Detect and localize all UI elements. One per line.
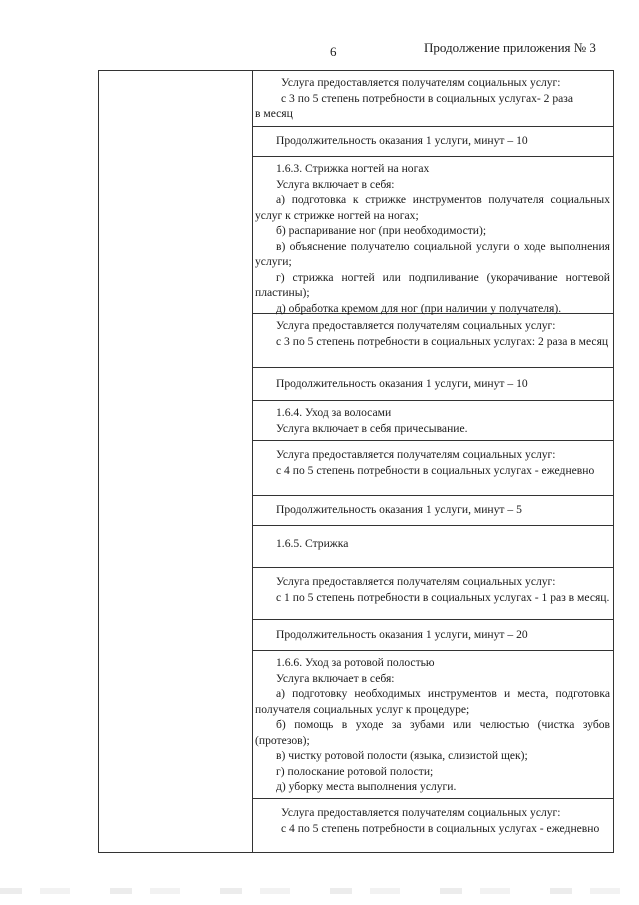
- table-cell-duration: [253, 368, 613, 401]
- cell-text-line: с 4 по 5 степень потребности в социальных услугах - ежедневно: [281, 821, 600, 835]
- cell-text-line: с 4 по 5 степень потребности в социальных услугах - ежедневно: [276, 463, 595, 477]
- table-cell-schedule: [253, 71, 613, 127]
- page-number: 6: [330, 44, 337, 59]
- cell-text-line: 1.6.4. Уход за волосами: [276, 406, 392, 419]
- cell-text-line: с 3 по 5 степень потребности в социальных услугах: 2 раза в месяц: [276, 334, 609, 348]
- cell-text-line: с 1 по 5 степень потребности в социальных услугах - 1 раз в месяц.: [276, 590, 610, 604]
- cell-text-line: 1.6.3. Стрижка ногтей на ногах: [276, 162, 430, 175]
- cell-text-line: а) подготовка к стрижке инструментов получателя социальных услуг к стрижке ногтей на ногах;: [255, 193, 610, 222]
- cell-text-line: с 3 по 5 степень потребности в социальных услугах- 2 раза: [281, 91, 574, 105]
- cell-text-line: б) распаривание ног (при необходимости);: [276, 224, 487, 237]
- cell-text-line: Услуга включает в себя:: [276, 671, 395, 685]
- cell-text-line: г) стрижка ногтей или подпиливание (укорачивание ногтевой пластины);: [255, 270, 610, 299]
- table-left-column: [99, 71, 253, 852]
- table-cell-schedule: [253, 314, 613, 368]
- table-cell-duration: [253, 127, 613, 157]
- cell-text-line: б) помощь в уходе за зубами или челюстью (чистка зубов (протезов);: [255, 718, 610, 747]
- table-cell-schedule: [253, 799, 613, 854]
- table-right-column: [253, 71, 613, 852]
- cell-text-line: в) объяснение получателю социальной услуги о ходе выполнения услуги;: [255, 239, 610, 268]
- table-cell-service-description: [253, 157, 613, 314]
- table-cell-duration: [253, 620, 613, 651]
- continuation-header: Продолжение приложения № 3: [424, 40, 596, 55]
- table-cell-schedule: [253, 441, 613, 496]
- cell-text-line: Услуга предоставляется получателям социальных услуг:: [276, 448, 556, 461]
- cell-text-line: Продолжительность оказания 1 услуги, минут – 10: [276, 134, 528, 147]
- cell-text-line: в) чистку ротовой полости (языка, слизистой щек);: [276, 749, 528, 762]
- table-cell-service-description: [253, 401, 613, 441]
- cell-text-line: Продолжительность оказания 1 услуги, минут – 20: [276, 628, 528, 641]
- cell-text-line: Продолжительность оказания 1 услуги, минут – 10: [276, 377, 528, 390]
- cell-text-line: 1.6.5. Стрижка: [276, 537, 349, 550]
- cell-text-line: 1.6.6. Уход за ротовой полостью: [276, 656, 435, 669]
- cell-text-line: д) обработка кремом для ног (при наличии у получателя).: [276, 301, 562, 315]
- services-table: [98, 70, 614, 853]
- cell-text-line: Услуга предоставляется получателям социальных услуг:: [276, 319, 556, 332]
- cell-text-line: Услуга предоставляется получателям социальных услуг:: [276, 575, 556, 588]
- table-cell-service-description: [253, 651, 613, 799]
- scan-artifact: [0, 888, 639, 894]
- table-cell-duration: [253, 496, 613, 526]
- table-cell-service-description: [253, 526, 613, 568]
- cell-text-line: в месяц: [255, 107, 293, 120]
- cell-text-line: Услуга предоставляется получателям социальных услуг:: [281, 76, 561, 89]
- cell-text-line: г) полоскание ротовой полости;: [276, 764, 434, 778]
- cell-text-line: а) подготовку необходимых инструментов и места, подготовка получателя социальных услуг к процедуре;: [255, 687, 610, 716]
- cell-text-line: Услуга включает в себя:: [276, 177, 395, 191]
- cell-text-line: Продолжительность оказания 1 услуги, минут – 5: [276, 503, 522, 516]
- cell-text-line: Услуга включает в себя причесывание.: [276, 421, 468, 435]
- cell-text-line: д) уборку места выполнения услуги.: [276, 780, 457, 793]
- cell-text-line: Услуга предоставляется получателям социальных услуг:: [281, 806, 561, 819]
- table-cell-schedule: [253, 568, 613, 620]
